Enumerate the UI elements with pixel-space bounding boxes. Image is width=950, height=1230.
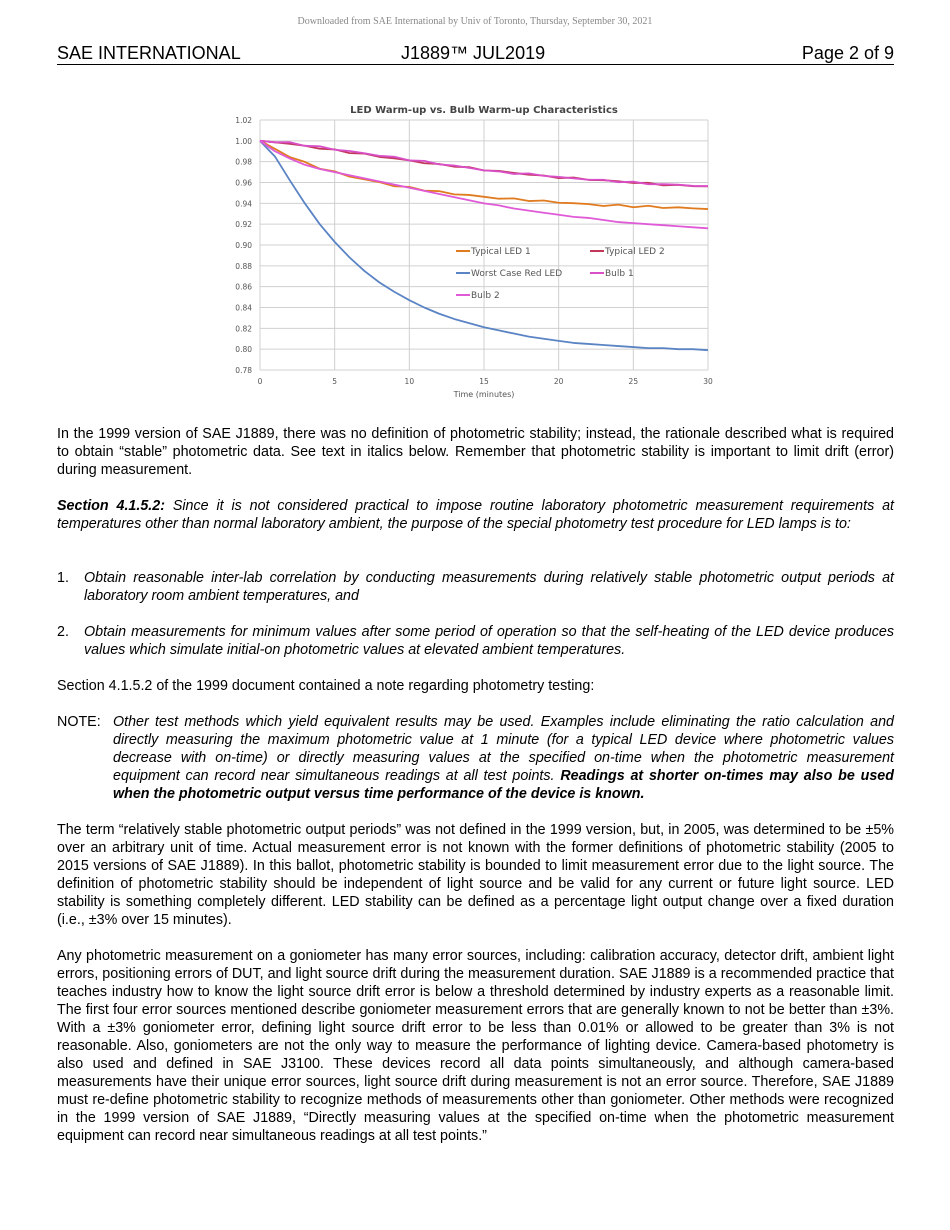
list-item-1-text: Obtain reasonable inter-lab correlation by conducting measurements during relatively stable photometric output periods at laboratory room ambient temperatures, and [84,570,894,604]
y-tick-label: 0.86 [235,282,252,292]
y-tick-label: 0.82 [235,324,252,334]
chart-x-axis-label: Time (minutes) [453,390,515,399]
paragraph-1: In the 1999 version of SAE J1889, there was no definition of photometric stability; instead, the rationale described what is required to obtain “stable” photometric data. See text in italics below. Remember that photometric stability is important to limit drift (error) during measurement. [57,426,894,478]
note-intro: Section 4.1.5.2 of the 1999 document contained a note regarding photometry testing: [57,678,595,694]
x-tick-label: 25 [628,377,639,386]
list-item-1 [57,569,894,605]
list-item-2-number: 2. [57,624,69,640]
legend-label: Typical LED 2 [605,247,665,257]
x-tick-label: 0 [257,377,263,386]
y-tick-label: 0.84 [235,303,252,313]
legend-label: Bulb 1 [605,269,634,279]
note-block [57,713,894,803]
warmup-chart [220,98,720,403]
legend-label: Typical LED 1 [471,247,531,257]
legend-label: Bulb 2 [471,291,500,301]
x-tick-label: 30 [703,377,713,386]
header-org: SAE INTERNATIONAL [57,43,241,63]
page-header [57,43,894,65]
x-tick-label: 5 [332,377,338,386]
list-item-2 [57,623,894,659]
x-tick-label: 10 [404,377,415,386]
y-tick-label: 1.02 [235,116,252,125]
y-tick-label: 0.88 [235,261,252,271]
download-watermark: Downloaded from SAE International by Univ of Toronto, Thursday, September 30, 2021 [297,16,653,27]
section-label: Section 4.1.5.2: [57,498,165,514]
paragraph-4: Any photometric measurement on a goniometer has many error sources, including: calibration accuracy, detector drift, ambient light errors, positioning errors of DUT, and light source drift during the measurement duration. SAE J1889 is a recommended practice that teaches industry how to know the light source drift error is below a threshold determined by industry experts as a reasonable limit. The first four error sources mentioned describe goniometer measurement errors that are generally known to not be better than ±3%. With a ±3% goniometer error, defining light source drift error to be less than 0.01% or allowed to be greater than 3% is not reasonable. Also, goniometers are not the only way to measure the performance of lighting device. Camera-based photometry is also used and defined in SAE J3100. These devices record all data points simultaneously, and although camera-based measurements have their unique error sources, light source drift during measurement is not an error source. Therefore, SAE J1889 must re-define photometric stability to recognize methods of measurements other than goniometer. Other methods were recognized in the 1999 version of SAE J1889, “Directly measuring values at the specified on-time when the photometric measurement equipment can record near simultaneous readings at all test points.” [57,948,894,1144]
section-quote [57,497,894,533]
y-tick-label: 0.78 [235,366,252,375]
y-tick-label: 0.98 [235,157,252,167]
chart-title: LED Warm-up vs. Bulb Warm-up Characteristics [350,105,618,116]
list-item-2-text: Obtain measurements for minimum values after some period of operation so that the self-heating of the LED device produces values which simulate initial-on photometric values at elevated ambient temperatures. [84,624,894,658]
x-tick-label: 15 [479,377,489,386]
x-tick-label: 20 [553,377,564,386]
legend-label: Worst Case Red LED [471,269,563,279]
y-tick-label: 0.96 [235,178,252,188]
section-text: Since it is not considered practical to impose routine laboratory photometric measurement requirements at temperatures other than normal laboratory ambient, the purpose of the special photometry test procedure for LED lamps is to: [57,498,894,532]
note-label: NOTE: [57,714,101,730]
header-doc-id: J1889™ JUL2019 [401,43,546,63]
y-tick-label: 1.00 [235,136,252,146]
y-tick-label: 0.94 [235,199,252,209]
y-tick-label: 0.90 [235,241,252,250]
list-item-1-number: 1. [57,570,69,586]
note-text: Other test methods which yield equivalent results may be used. Examples include eliminating the ratio calculation and directly measuring the maximum photometric value at 1 minute (for a typical LED device where photometric values decrease with on-time) or directly measuring values at the specified on-time when the photometric measurement equipment can record near simultaneous readings at all test points. [113,714,894,784]
note-body [113,713,894,803]
y-tick-label: 0.92 [235,220,252,230]
note-bold-text: Readings at shorter on-times may also be used when the photometric output versus time performance of the device is known. [113,768,894,802]
header-page-number: Page 2 of 9 [801,43,894,63]
paragraph-3: The term “relatively stable photometric output periods” was not defined in the 1999 version, but, in 2005, was determined to be ±5% over an arbitrary unit of time. Actual measurement error is not known with the former definitions of photometric stability (2005 to 2015 versions of SAE J1889). In this ballot, photometric stability is bounded to limit measurement error due to the light source. The definition of photometric stability should be independent of light source and be valid for any current or future light source. LED stability is something completely different. LED stability can be defined as a percentage light output change over a fixed duration (i.e., ±3% over 15 minutes). [57,822,894,928]
y-tick-label: 0.80 [235,345,252,355]
